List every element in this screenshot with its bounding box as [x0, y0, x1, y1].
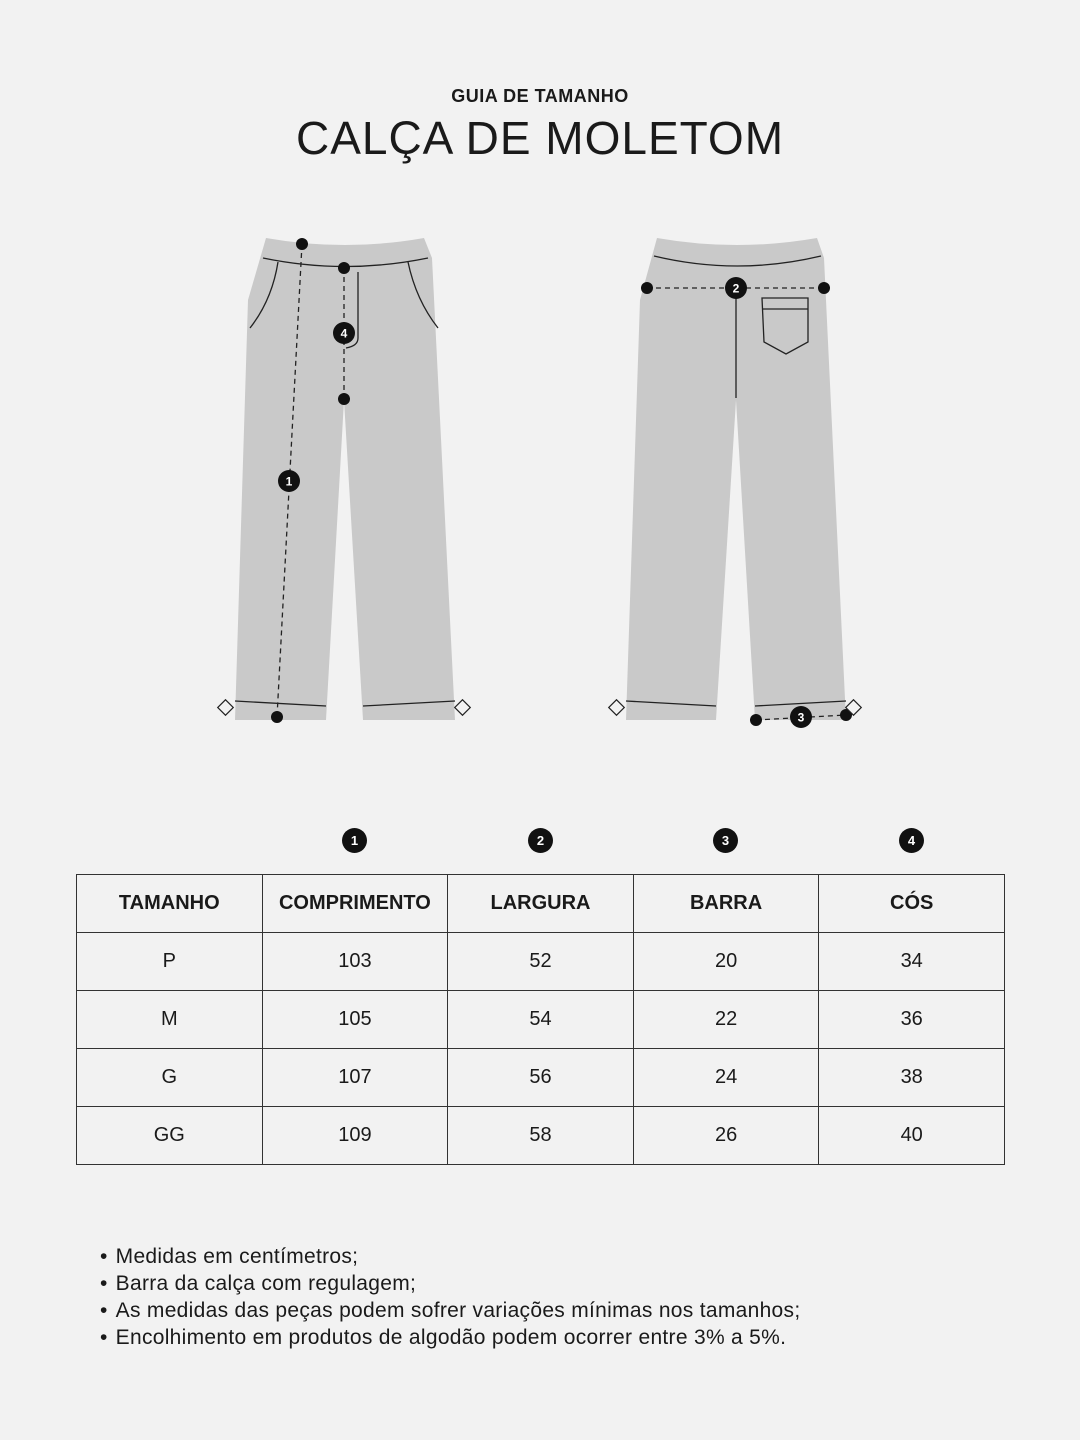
table-cell: G: [77, 1049, 263, 1107]
page-header: [0, 86, 1080, 165]
table-row: [77, 1049, 1005, 1107]
marker-badge: [333, 322, 355, 344]
table-header-row: [77, 875, 1005, 933]
pants-front-shape: [235, 238, 455, 720]
table-cell: 107: [262, 1049, 448, 1107]
table-row: [77, 991, 1005, 1049]
table-cell: 34: [819, 933, 1005, 991]
table-cell: 36: [819, 991, 1005, 1049]
marker-label: 4: [340, 326, 348, 341]
table-cell: 58: [448, 1107, 634, 1165]
hem-adjuster-icon: [455, 700, 471, 716]
table-cell: 56: [448, 1049, 634, 1107]
table-cell: 20: [633, 933, 819, 991]
hem-adjuster-icon: [218, 700, 234, 716]
measure-point: [338, 262, 350, 274]
table-cell: P: [77, 933, 263, 991]
marker-badge: [725, 277, 747, 299]
table-cell: 38: [819, 1049, 1005, 1107]
header-waist: CÓS: [819, 875, 1005, 933]
column-marker-2: 2: [528, 828, 553, 853]
table-cell: 109: [262, 1107, 448, 1165]
page-title: CALÇA DE MOLETOM: [295, 112, 785, 164]
measure-point: [818, 282, 830, 294]
table-cell: M: [77, 991, 263, 1049]
measure-point: [296, 238, 308, 250]
measure-point: [641, 282, 653, 294]
table-cell: GG: [77, 1107, 263, 1165]
marker-label: 2: [732, 281, 740, 296]
pants-front-view: [218, 238, 471, 723]
marker-badge: [278, 470, 300, 492]
measure-point: [271, 711, 283, 723]
note-item: • Encolhimento em produtos de algodão podem ocorrer entre 3% a 5%.: [100, 1324, 800, 1351]
table-cell: 26: [633, 1107, 819, 1165]
hem-adjuster-icon: [609, 700, 625, 716]
table-cell: 40: [819, 1107, 1005, 1165]
column-marker-1: 1: [342, 828, 367, 853]
marker-badge: [790, 706, 812, 728]
pants-illustration: [0, 220, 1080, 740]
measure-point: [338, 393, 350, 405]
column-marker-row: [76, 828, 1004, 854]
size-table: [76, 874, 1005, 1165]
header-length: COMPRIMENTO: [262, 875, 448, 933]
note-item: • Medidas em centímetros;: [100, 1243, 800, 1270]
note-item: • As medidas das peças podem sofrer variações mínimas nos tamanhos;: [100, 1297, 800, 1324]
table-row: [77, 933, 1005, 991]
table-cell: 24: [633, 1049, 819, 1107]
table-cell: 105: [262, 991, 448, 1049]
measure-point: [750, 714, 762, 726]
page-subtitle: GUIA DE TAMANHO: [451, 86, 629, 106]
marker-label: 3: [797, 710, 805, 725]
header-hem: BARRA: [633, 875, 819, 933]
note-item: • Barra da calça com regulagem;: [100, 1270, 800, 1297]
marker-label: 1: [285, 474, 293, 489]
table-cell: 103: [262, 933, 448, 991]
table-cell: 52: [448, 933, 634, 991]
header-width: LARGURA: [448, 875, 634, 933]
header-size: TAMANHO: [77, 875, 263, 933]
column-marker-4: 4: [899, 828, 924, 853]
table-cell: 22: [633, 991, 819, 1049]
column-marker-3: 3: [713, 828, 738, 853]
table-cell: 54: [448, 991, 634, 1049]
pants-back-view: [609, 238, 862, 728]
notes-list: [100, 1243, 800, 1351]
table-row: [77, 1107, 1005, 1165]
